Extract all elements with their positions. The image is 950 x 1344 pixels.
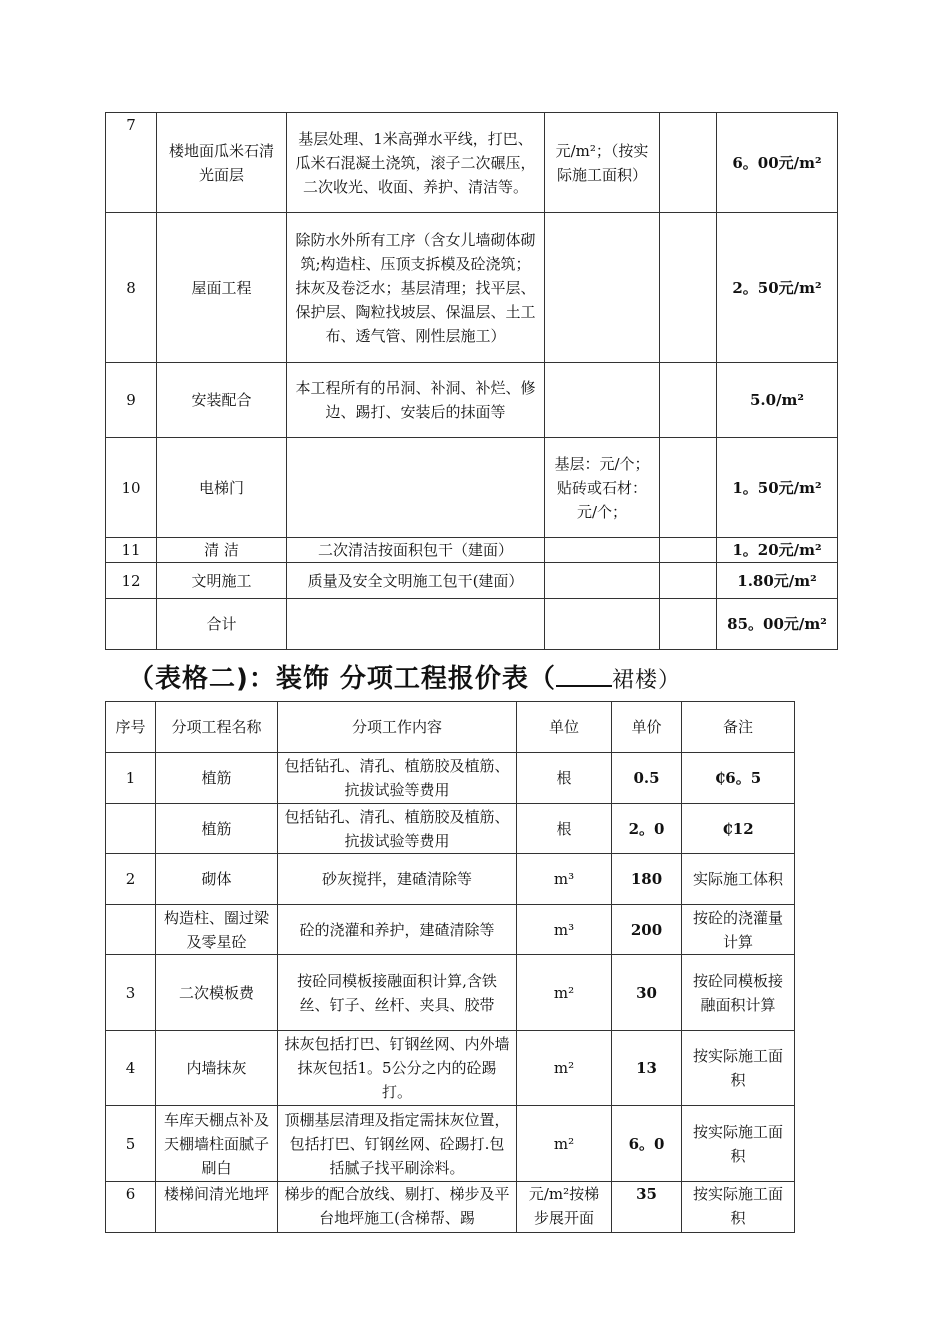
table-row (106, 905, 795, 955)
item-name: 楼地面瓜米石清光面层 (157, 113, 287, 213)
item-unit: m² (517, 955, 612, 1031)
blank-cell (660, 113, 717, 213)
item-content (287, 438, 545, 538)
blank-cell (660, 538, 717, 563)
blank-cell (660, 563, 717, 599)
item-name: 屋面工程 (157, 213, 287, 363)
item-unit (545, 563, 660, 599)
row-number: 8 (106, 213, 157, 363)
item-name: 电梯门 (157, 438, 287, 538)
item-note: ₵12 (682, 804, 795, 854)
item-content: 包括钻孔、清孔、植筋胶及植筋、抗拔试验等费用 (278, 804, 517, 854)
item-name: 文明施工 (157, 563, 287, 599)
row-number (106, 804, 156, 854)
item-content: 砼的浇灌和养护，建碴清除等 (278, 905, 517, 955)
blank-cell (660, 363, 717, 438)
row-number: 2 (106, 854, 156, 905)
total-price: 85。00元/m² (717, 599, 838, 650)
item-content: 按砼同模板接融面积计算,含铁丝、钉子、丝杆、夹具、胶带 (278, 955, 517, 1031)
item-content: 梯步的配合放线、剔打、梯步及平台地坪施工(含梯帮、踢 (278, 1182, 517, 1233)
row-number: 11 (106, 538, 157, 563)
table-row (106, 363, 838, 438)
header-no: 序号 (106, 702, 156, 753)
row-number: 1 (106, 753, 156, 804)
row-number: 5 (106, 1106, 156, 1182)
item-note: 按砼的浇灌量计算 (682, 905, 795, 955)
item-unit: m³ (517, 905, 612, 955)
item-price: 1。50元/m² (717, 438, 838, 538)
item-name: 二次模板费 (156, 955, 278, 1031)
table-row (106, 955, 795, 1031)
item-name: 植筋 (156, 804, 278, 854)
item-price: 30 (612, 955, 682, 1031)
item-price: 2。0 (612, 804, 682, 854)
table-row (106, 1031, 795, 1106)
item-unit (545, 599, 660, 650)
item-note: ₵6。5 (682, 753, 795, 804)
item-name: 车库天棚点补及天棚墙柱面腻子刷白 (156, 1106, 278, 1182)
row-number: 9 (106, 363, 157, 438)
row-number (106, 599, 157, 650)
row-number: 10 (106, 438, 157, 538)
row-number: 12 (106, 563, 157, 599)
table-row (106, 804, 795, 854)
blank-cell (660, 438, 717, 538)
table-row (106, 438, 838, 538)
item-content: 包括钻孔、清孔、植筋胶及植筋、抗拔试验等费用 (278, 753, 517, 804)
item-note: 按砼同模板接融面积计算 (682, 955, 795, 1031)
row-number: 4 (106, 1031, 156, 1106)
item-unit: m² (517, 1106, 612, 1182)
row-number: 6 (106, 1182, 156, 1233)
header-price: 单价 (612, 702, 682, 753)
item-note: 按实际施工面积 (682, 1182, 795, 1233)
item-unit: 元/m²；（按实际施工面积） (545, 113, 660, 213)
table-row (106, 538, 838, 563)
item-name: 内墙抹灰 (156, 1031, 278, 1106)
item-note: 按实际施工面积 (682, 1031, 795, 1106)
table-row (106, 563, 838, 599)
item-content: 二次清洁按面积包干（建面） (287, 538, 545, 563)
item-content: 抹灰包括打巴、钉钢丝网、内外墙抹灰包括1。5公分之内的砼踢打。 (278, 1031, 517, 1106)
pricing-table-1 (105, 112, 838, 650)
item-content: 顶棚基层清理及指定需抹灰位置，包括打巴、钉钢丝网、砼踢打.包括腻子找平刷涂料。 (278, 1106, 517, 1182)
header-name: 分项工程名称 (156, 702, 278, 753)
item-name: 安装配合 (157, 363, 287, 438)
item-name: 清 洁 (157, 538, 287, 563)
item-unit (545, 213, 660, 363)
table-row (106, 753, 795, 804)
item-content: 质量及安全文明施工包干(建面） (287, 563, 545, 599)
row-number: 3 (106, 955, 156, 1031)
item-price: 35 (612, 1182, 682, 1233)
item-unit: 根 (517, 753, 612, 804)
table-header-row (106, 702, 795, 753)
item-name: 砌体 (156, 854, 278, 905)
item-name: 构造柱、圈过梁及零星砼 (156, 905, 278, 955)
item-note: 实际施工体积 (682, 854, 795, 905)
item-price: 6。0 (612, 1106, 682, 1182)
row-number (106, 905, 156, 955)
item-price: 0.5 (612, 753, 682, 804)
heading-blank-line (556, 663, 612, 687)
item-price: 180 (612, 854, 682, 905)
pricing-table-2 (105, 701, 795, 1233)
item-unit: 根 (517, 804, 612, 854)
item-content: 砂灰搅拌，建碴清除等 (278, 854, 517, 905)
header-unit: 单位 (517, 702, 612, 753)
item-price: 2。50元/m² (717, 213, 838, 363)
item-content: 本工程所有的吊洞、补洞、补烂、修边、踢打、安装后的抹面等 (287, 363, 545, 438)
blank-cell (660, 599, 717, 650)
table-row (106, 213, 838, 363)
item-content (287, 599, 545, 650)
item-unit: 基层：元/个；贴砖或石材：元/个； (545, 438, 660, 538)
item-name: 合计 (157, 599, 287, 650)
item-content: 除防水外所有工序（含女儿墙砌体砌筑;构造柱、压顶支拆模及砼浇筑；抹灰及卷泛水；基层清理；找平层、保护层、陶粒找坡层、保温层、土工布、透气管、刚性层施工） (287, 213, 545, 363)
item-price: 5.0/m² (717, 363, 838, 438)
row-number: 7 (106, 113, 157, 213)
heading-suffix: 裙楼） (611, 668, 681, 693)
section-heading (128, 658, 681, 695)
header-note: 备注 (682, 702, 795, 753)
table-row (106, 599, 838, 650)
heading-text: （表格二)：装饰 分项工程报价表（ (128, 664, 556, 694)
item-name: 植筋 (156, 753, 278, 804)
item-unit: m² (517, 1031, 612, 1106)
item-name: 楼梯间清光地坪 (156, 1182, 278, 1233)
item-unit: m³ (517, 854, 612, 905)
table-row (106, 113, 838, 213)
item-price: 1。20元/m² (717, 538, 838, 563)
table-row (106, 854, 795, 905)
item-note: 按实际施工面积 (682, 1106, 795, 1182)
item-unit: 元/m²按梯步展开面 (517, 1182, 612, 1233)
table-row (106, 1106, 795, 1182)
item-unit (545, 538, 660, 563)
item-price: 200 (612, 905, 682, 955)
item-price: 6。00元/m² (717, 113, 838, 213)
blank-cell (660, 213, 717, 363)
item-unit (545, 363, 660, 438)
table-row (106, 1182, 795, 1233)
header-content: 分项工作内容 (278, 702, 517, 753)
item-price: 13 (612, 1031, 682, 1106)
item-price: 1.80元/m² (717, 563, 838, 599)
item-content: 基层处理、1米高弹水平线，打巴、瓜米石混凝土浇筑，滚子二次碾压，二次收光、收面、养护、清洁等。 (287, 113, 545, 213)
